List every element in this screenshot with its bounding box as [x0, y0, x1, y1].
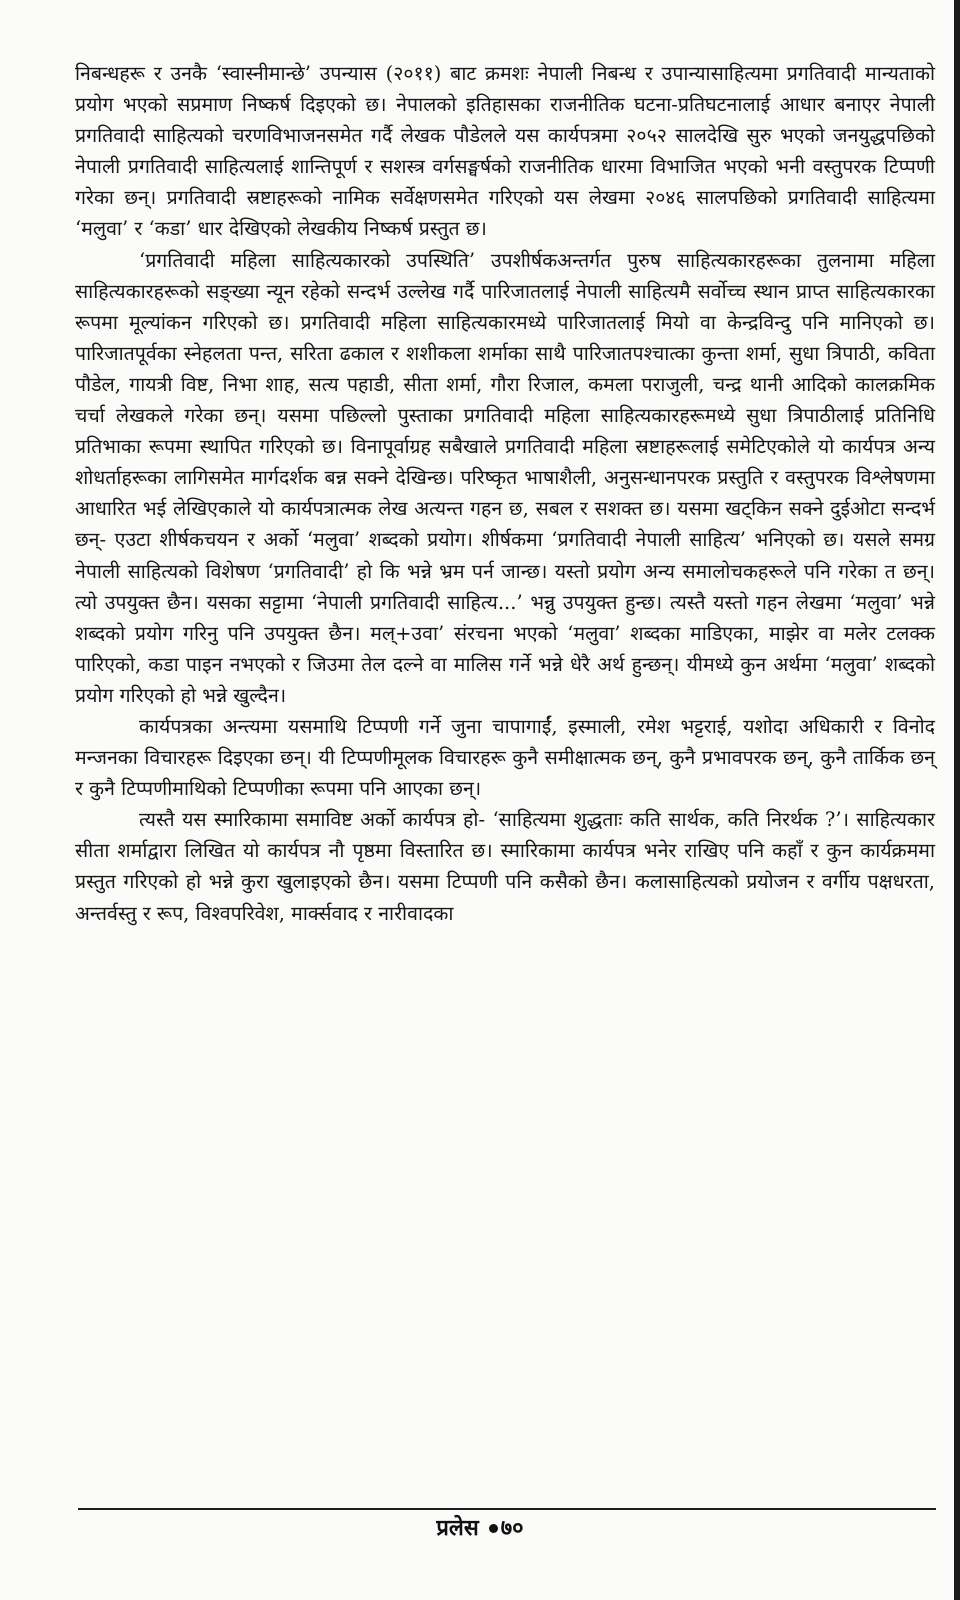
scan-edge-shadow — [954, 0, 960, 1600]
paragraph-3: कार्यपत्रका अन्त्यमा यसमाथि टिप्पणी गर्ने जुना चापागाईं, इस्माली, रमेश भट्टराई, यशोदा अधिकारी र विनोद मन्जनका विचारहरू दिइएका छन्। यी टिप्पणीमूलक विचारहरू कुनै समीक्षात्मक छन्, कुनै प्रभावपरक छन्, कुनै तार्किक छन् र कुनै टिप्पणीमाथिको टिप्पणीका रूपमा पनि आएका छन्। — [75, 714, 935, 801]
paragraph-2: ‘प्रगतिवादी महिला साहित्यकारको उपस्थिति’ उपशीर्षकअन्तर्गत पुरुष साहित्यकारहरूका तुलनामा महिला साहित्यकारहरूको सङ्ख्या न्यून रहेको सन्दर्भ उल्लेख गर्दै पारिजातलाई नेपाली साहित्यमै सर्वोच्च स्थान प्राप्त साहित्यकारका रूपमा मूल्यांकन गरिएको छ। प्रगतिवादी महिला साहित्यकारमध्ये पारिजातलाई मियो वा केन्द्रविन्दु पनि मानिएको छ। पारिजातपूर्वका स्नेहलता पन्त, सरिता ढकाल र शशीकला शर्माका साथै पारिजातपश्चात्का कुन्ता शर्मा, सुधा त्रिपाठी, कविता पौडेल, गायत्री विष्ट, निभा शाह, सत्य पहाडी, सीता शर्मा, गौरा रिजाल, कमला पराजुली, चन्द्र थानी आदिको कालक्रमिक चर्चा लेखकले गरेका छन्। यसमा पछिल्लो पुस्ताका प्रगतिवादी महिला साहित्यकारहरूमध्ये सुधा त्रिपाठीलाई प्रतिनिधि प्रतिभाका रूपमा स्थापित गरिएको छ। विनापूर्वाग्रह सबैखाले प्रगतिवादी महिला स्रष्टाहरूलाई समेटिएकोले यो कार्यपत्र अन्य शोधर्ताहरूका लागिसमेत मार्गदर्शक बन्न सक्ने देखिन्छ। परिष्कृत भाषाशैली, अनुसन्धानपरक प्रस्तुति र वस्तुपरक विश्लेषणमा आधारित भई लेखिएकाले यो कार्यपत्रात्मक लेख अत्यन्त गहन छ, सबल र सशक्त छ। यसमा खट्किन सक्ने दुईओटा सन्दर्भ छन्- एउटा शीर्षकचयन र अर्को ‘मलुवा’ शब्दको प्रयोग। शीर्षकमा ‘प्रगतिवादी नेपाली साहित्य’ भनिएको छ। यसले समग्र नेपाली साहित्यको विशेषण ‘प्रगतिवादी’ हो कि भन्ने भ्रम पर्न जान्छ। यस्तो प्रयोग अन्य समालोचकहरूले पनि गरेका त छन्। त्यो उपयुक्त छैन। यसका सट्टामा ‘नेपाली प्रगतिवादी साहित्य...’ भन्नु उपयुक्त हुन्छ। त्यस्तै यस्तो गहन लेखमा ‘मलुवा’ भन्ने शब्दको प्रयोग गरिनु पनि उपयुक्त छैन। मल्+उवा’ संरचना भएको ‘मलुवा’ शब्दका माडिएका, माझेर वा मलेर टलक्क पारिएको, कडा पाइन नभएको र जिउमा तेल दल्ने वा मालिस गर्ने भन्ने धेरै अर्थ हुन्छन्। यीमध्ये कुन अर्थमा ‘मलुवा’ शब्दको प्रयोग गरिएको हो भन्ने खुल्दैन। — [75, 248, 935, 707]
page-footer — [0, 1512, 960, 1542]
paragraph-1: निबन्धहरू र उनकै ‘स्वास्नीमान्छे’ उपन्यास (२०११) बाट क्रमशः नेपाली निबन्ध र उपान्यासाहित्यमा प्रगतिवादी मान्यताको प्रयोग भएको सप्रमाण निष्कर्ष दिइएको छ। नेपालको इतिहासका राजनीतिक घटना-प्रतिघटनालाई आधार बनाएर नेपाली प्रगतिवादी साहित्यको चरणविभाजनसमेत गर्दै लेखक पौडेलले यस कार्यपत्रमा २०५२ सालदेखि सुरु भएको जनयुद्धपछिको नेपाली प्रगतिवादी साहित्यलाई शान्तिपूर्ण र सशस्त्र वर्गसङ्घर्षको राजनीतिक धारमा विभाजित भएको भनी वस्तुपरक टिप्पणी गरेका छन्। प्रगतिवादी स्रष्टाहरूको नामिक सर्वेक्षणसमेत गरिएको यस लेखमा २०४६ सालपछिको प्रगतिवादी साहित्यमा ‘मलुवा’ र ‘कडा’ धार देखिएको लेखकीय निष्कर्ष प्रस्तुत छ। — [75, 62, 935, 241]
footer-divider — [78, 1508, 936, 1510]
page-number: ७० — [500, 1516, 524, 1541]
bullet-icon — [489, 1524, 498, 1533]
article-body — [75, 58, 935, 929]
paragraph-4: त्यस्तै यस स्मारिकामा समाविष्ट अर्को कार्यपत्र हो- ‘साहित्यमा शुद्धताः कति सार्थक, कति निरर्थक ?’। साहित्यकार सीता शर्माद्वारा लिखित यो कार्यपत्र नौ पृष्ठमा विस्तारित छ। स्मारिकामा कार्यपत्र भनेर राखिए पनि कहाँ र कुन कार्यक्रममा प्रस्तुत गरिएको हो भन्ने कुरा खुलाइएको छैन। यसमा टिप्पणी पनि कसैको छैन। कलासाहित्यको प्रयोजन र वर्गीय पक्षधरता, अन्तर्वस्तु र रूप, विश्वपरिवेश, मार्क्सवाद र नारीवादका — [75, 808, 935, 925]
publication-name: प्रलेस — [436, 1516, 479, 1541]
